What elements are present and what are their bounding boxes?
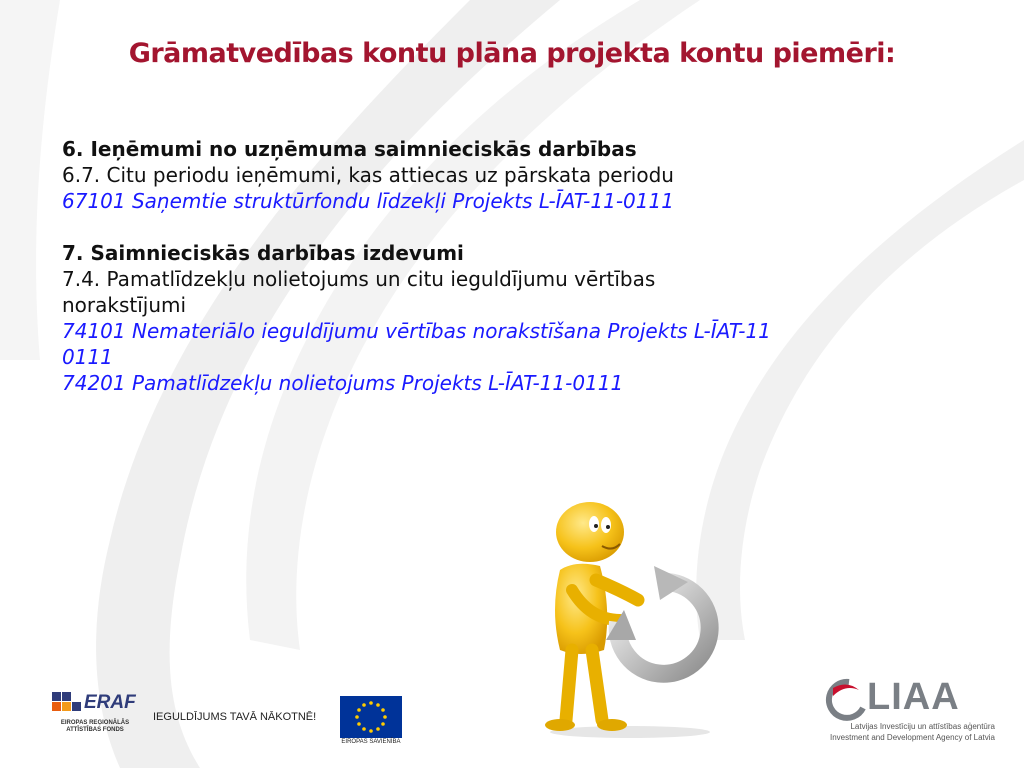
cartoon-figure-with-refresh-arrow bbox=[520, 470, 720, 740]
eraf-name: ERAF bbox=[84, 692, 136, 713]
section-subtitle: 6.7. Citu periodu ieņēmumi, kas attiecas uz pārskata periodu bbox=[62, 163, 674, 187]
liaa-tagline-lv: Latvijas Investīciju un attīstības aģentūra bbox=[850, 722, 995, 731]
account-line: 67101 Saņemtie struktūrfondu līdzekļi Projekts L-ĪAT-11-0111 bbox=[62, 189, 674, 213]
section-subtitle: 7.4. Pamatlīdzekļu nolietojums un citu ieguldījumu vērtības bbox=[62, 267, 656, 291]
liaa-logo bbox=[815, 674, 995, 754]
eraf-subtitle bbox=[50, 720, 140, 734]
slogan: IEGULDĪJUMS TAVĀ NĀKOTNĒ! bbox=[153, 711, 317, 723]
account-line: 74101 Nemateriālo ieguldījumu vērtības norakstīšana Projekts L-ĪAT-11 bbox=[62, 319, 771, 343]
liaa-tagline-en: Investment and Development Agency of Latvia bbox=[830, 733, 995, 742]
slide-title: Grāmatvedības kontu plāna projekta kontu piemēri: bbox=[128, 38, 896, 69]
eraf-logo bbox=[50, 690, 146, 750]
eraf-squares-icon bbox=[50, 690, 84, 716]
eraf-sub-line1: EIROPAS REĢIONĀLĀS bbox=[60, 720, 130, 726]
section-subtitle-continued: norakstījumi bbox=[62, 293, 187, 317]
eu-caption: EIROPAS SAVIENĪBA bbox=[341, 739, 401, 745]
content-block bbox=[62, 136, 962, 396]
section-heading: 7. Saimnieciskās darbības izdevumi bbox=[62, 241, 464, 265]
liaa-swoosh-icon bbox=[819, 674, 869, 722]
account-line: 74201 Pamatlīdzekļu nolietojums Projekts L-ĪAT-11-0111 bbox=[62, 371, 624, 395]
eraf-sub-line2: ATTĪSTĪBAS FONDS bbox=[66, 727, 124, 733]
account-line: 0111 bbox=[62, 345, 113, 369]
section-heading: 6. Ieņēmumi no uzņēmuma saimnieciskās darbības bbox=[62, 137, 637, 161]
liaa-name: LIAA bbox=[867, 676, 960, 718]
eu-flag-icon bbox=[340, 696, 402, 738]
